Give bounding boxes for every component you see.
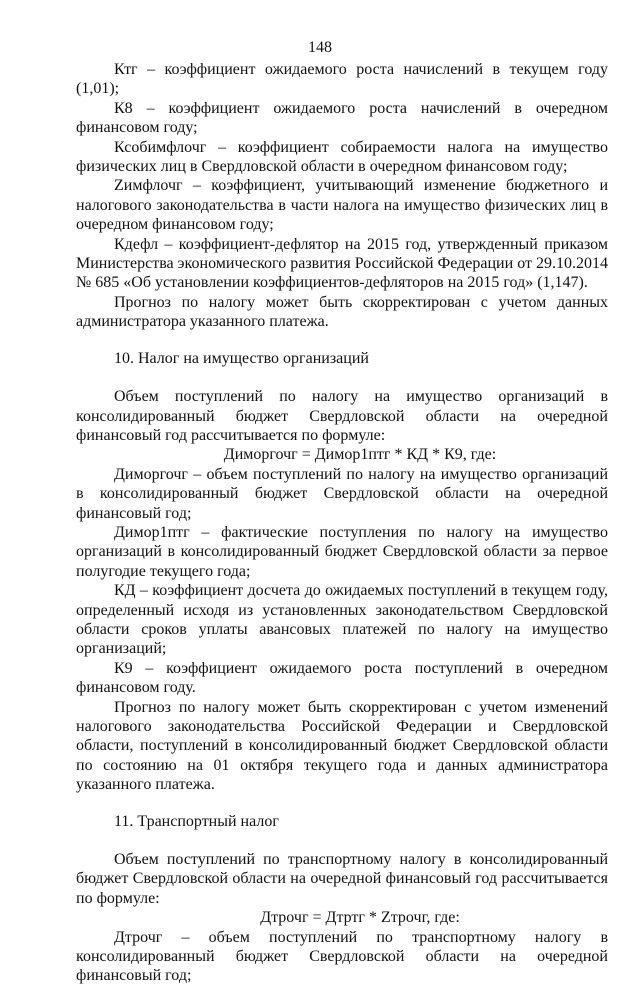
paragraph: Диморгочг – объем поступлений по налогу на имущество организаций в консолидированный бюджет Свердловской области на очередной финансовый год; <box>76 465 608 522</box>
paragraph: К8 – коэффициент ожидаемого роста начислений в очередном финансовом году; <box>76 99 608 137</box>
paragraph: Прогноз по налогу может быть скорректирован с учетом изменений налогового законодательства Российской Федерации и Свердловской области, поступлений в консолидированный бюджет Свердловской области по состоянию на 01 октября текущего года и данных администратора указанного платежа. <box>76 698 608 794</box>
paragraph: Димор1птг – фактические поступления по налогу на имущество организаций в консолидированный бюджет Свердловской области за первое полугодие текущего года; <box>76 523 608 580</box>
paragraph: Zимфлочг – коэффициент, учитывающий изменение бюджетного и налогового законодательства в части налога на имущество физических лиц в очередном финансовом году; <box>76 177 608 234</box>
paragraph: Ксобимфлочг – коэффициент собираемости налога на имущество физических лиц в Свердловской области в очередном финансовом году; <box>76 138 608 176</box>
paragraph: Объем поступлений по налогу на имущество организаций в консолидированный бюджет Свердловской области на очередной финансовый год рассчитывается по формуле: <box>76 388 608 444</box>
section-heading: 10. Налог на имущество организаций <box>114 349 369 367</box>
paragraph: Дтрочг – объем поступлений по транспортному налогу в консолидированный бюджет Свердловской области на очередной финансовый год; <box>76 928 608 985</box>
section-heading: 11. Транспортный налог <box>114 812 279 830</box>
formula-line: Диморгочг = Димор1птг * КД * К9, где: <box>223 446 497 464</box>
paragraph: Ктг – коэффициент ожидаемого роста начислений в текущем году (1,01); <box>76 61 608 98</box>
paragraph: КД – коэффициент досчета до ожидаемых поступлений в текущем году, определенный исходя из установленных законодательством Свердловской области сроков уплаты авансовых платежей по налогу на имущество организаций; <box>76 582 608 658</box>
document-body <box>76 60 608 986</box>
paragraph: К9 – коэффициент ожидаемого роста поступлений в очередном финансовом году. <box>76 659 608 697</box>
formula-line: Дтрочг = Дтртг * Zтрочг, где: <box>260 909 460 927</box>
paragraph: Прогноз по налогу может быть скорректирован с учетом данных администратора указанного платежа. <box>76 293 608 331</box>
paragraph: Кдефл – коэффициент-дефлятор на 2015 год, утвержденный приказом Министерства экономического развития Российской Федерации от 29.10.2014 № 685 «Об установлении коэффициентов-дефляторов на 2015 год» (1,147). <box>76 235 608 292</box>
page-number: 148 <box>308 39 332 56</box>
paragraph: Объем поступлений по транспортному налогу в консолидированный бюджет Свердловской области на очередной финансовый год рассчитывается по формуле: <box>76 851 608 907</box>
